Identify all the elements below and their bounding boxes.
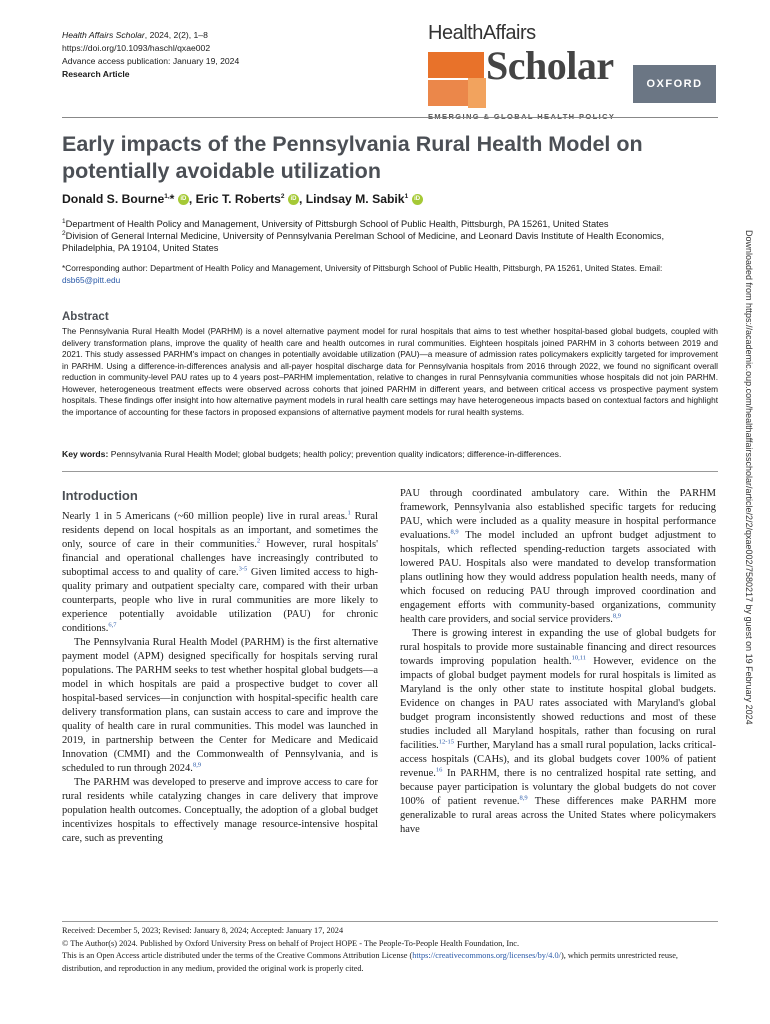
corresponding-author: *Corresponding author: Department of Health Policy and Management, University of Pittsburgh School of Public Health, Pittsburgh, PA 15261, United States. Email: dsb65@pitt.edu: [62, 263, 663, 285]
logo-block-icon: [468, 78, 486, 108]
abstract-text: The Pennsylvania Rural Health Model (PARHM) is a novel alternative payment model for rural hospitals that aims to test whether hospital-based global budgets, coupled with delivery transformation plans, improve the quality of health care and health outcomes in rural communities. Eighteen hospitals joined PARHM in 3 cohorts between 2019 and 2021. This study assessed PARHM's impact on changes in potentially avoidable utilization (PAU)—a measure of admission rates policymakers explicitly targeted for improvement in PARHM. Using a difference-in-differences analysis and all-payer hospital discharge data for Pennsylvania hospitals from 2016 through 2022, we found no significant overall reduction in community-level PAU rates up to 4 years post–PARHM implementation, relative to changes in rural Pennsylvania communities whose hospitals did not join PARHM. However, heterogeneous treatment effects were observed across cohorts that joined PARHM in different years, and between critical access vs prospective payment system hospitals. These findings offer insight into how alternative payment models in rural health care settings may have heterogeneous impacts based on contextual factors and highlight the importance of accounting for these factors in proposed expansions of alternative payment models for rural health systems.: [62, 326, 718, 417]
logo-scholar: Scholar: [486, 43, 614, 88]
paragraph-text: Further, Maryland has a small rural population, lacks critical-access hospitals (CAHs), and its global budgets cover 100% of patient revenue.: [400, 740, 716, 779]
citation-ref[interactable]: 8,9: [519, 794, 528, 802]
abstract-divider: [62, 471, 718, 472]
citation-ref[interactable]: 8,9: [192, 761, 202, 769]
affiliation-2: $^2$Division of General Internal Medicine, University of Pennsylvania Perelman School of Medicine, and Leonard Davis Institute of Health Economics, Philadelphia, PA 19104, United States: [62, 229, 665, 253]
citation-ref[interactable]: 12-15: [438, 738, 454, 746]
author-list: Donald S. Bourne$^{1,}$* iD , Eric T. Roberts$^2$ iD , Lindsay M. Sabik$^1$ iD: [62, 192, 423, 206]
introduction-heading: Introduction: [62, 488, 138, 503]
article-type: Research Article: [62, 69, 130, 79]
citation-ref[interactable]: 8,9: [450, 528, 459, 536]
body-column-left: [62, 510, 378, 846]
paragraph-text: However, rural hospitals' financial and operational challenges have increasingly contributed to suboptimal access to and quality of care.: [62, 539, 378, 578]
citation-ref[interactable]: 1: [347, 509, 351, 517]
logo-block-icon: [428, 52, 484, 78]
citation-ref[interactable]: 16: [435, 766, 443, 774]
logo-health-affairs: HealthAffairs: [428, 22, 536, 44]
orcid-icon[interactable]: iD: [178, 194, 189, 205]
paragraph: [400, 627, 716, 837]
journal-line: Health Affairs Scholar, 2024, 2(2), 1–8: [62, 30, 208, 40]
paragraph-text: In PARHM, there is no centralized hospital rate setting, and because payer participation is voluntary the global budgets do not cover 100% of patient revenue.: [400, 768, 716, 807]
abstract-heading: Abstract: [62, 311, 109, 323]
header-divider: [62, 117, 718, 118]
article-title: Early impacts of the Pennsylvania Rural Health Model on potentially avoidable utilization: [62, 132, 643, 183]
paragraph-text: The Pennsylvania Rural Health Model (PARHM) is the first alternative payment model (APM) designed specifically for hospitals serving rural populations. The PARHM seeks to test whether hospital global budgets—a model in which hospitals are paid a prospective budget to cover all hospital-based services—in conjunction with hospital-specific health care delivery transformation plans, can sustain access to care and improve the quality of health care in rural communities. This model was launched in 2019, in partnership between the Center for Medicare and Medicaid Innovation (CMMI) and the Commonwealth of Pennsylvania, and is scheduled to run through 2024.: [62, 637, 378, 774]
paragraph: [400, 487, 716, 627]
license-link[interactable]: https://creativecommons.org/licenses/by/4.0/: [412, 951, 561, 960]
citation-ref[interactable]: 10,11: [571, 654, 587, 662]
paragraph-text: Given limited access to high-quality primary and outpatient specialty care, compared with their urban counterparts, people who live in rural communities are more likely to experience potentially avoidable utilization (PAU) for chronic conditions.: [62, 567, 378, 634]
affiliations: [62, 218, 718, 254]
paragraph-text: Nearly 1 in 5 Americans (~60 million people) live in rural areas.: [62, 511, 348, 522]
license-text: This is an Open Access article distributed under the terms of the Creative Commons Attribution License (https://creativecommons.org/licenses/by/4.0/), which permits unrestricted reuse, distribution, and reproduction in any medium, provided the original work is properly cited.: [62, 951, 678, 973]
received-dates: Received: December 5, 2023; Revised: January 8, 2024; Accepted: January 17, 2024: [62, 926, 344, 935]
orcid-icon[interactable]: iD: [412, 194, 423, 205]
copyright: © The Author(s) 2024. Published by Oxford University Press on behalf of Project HOPE - The People-To-People Health Foundation, Inc.: [62, 938, 520, 948]
footer-divider: [62, 921, 718, 922]
article-footer: [62, 925, 718, 975]
paragraph: The PARHM was developed to preserve and improve access to care for rural residents while catalyzing changes in care delivery that improve population health outcomes. Conceptually, the adoption of a global budget incentivizes hospitals to effectively manage resource-intensive hospital care, such as preventing: [62, 777, 378, 844]
citation-ref[interactable]: 8,9: [612, 612, 621, 620]
affiliation-1: $^1$Department of Health Policy and Management, University of Pittsburgh School of Public Health, Pittsburgh, PA 15261, United States: [62, 217, 609, 229]
paragraph-text: Rural residents depend on local hospitals as an important, and sometimes the only, source of care in their communities.: [62, 511, 379, 550]
orcid-icon[interactable]: iD: [288, 194, 299, 205]
citation-ref[interactable]: 2: [256, 537, 261, 545]
paragraph-text: There is growing interest in expanding the use of global budgets for rural hospitals to provide more sustainable financing and direct resources towards improving population health.: [400, 628, 716, 667]
email-link[interactable]: dsb65@pitt.edu: [62, 275, 121, 285]
citation-ref[interactable]: 6,7: [108, 621, 117, 629]
citation-ref[interactable]: 3-5: [238, 565, 248, 573]
publisher-logo: OXFORD: [633, 65, 716, 103]
author-name[interactable]: , Lindsay M. Sabik: [298, 192, 405, 206]
paragraph: [62, 510, 378, 636]
download-watermark: Downloaded from https://academic.oup.com/healthaffairsscholar/article/2/2/qxae002/7580217 by guest on 19 February 2024: [744, 230, 754, 725]
author-name[interactable]: Donald S. Bourne: [62, 192, 165, 206]
body-column-right: [400, 487, 716, 837]
paragraph-text: These differences make PARHM more generalizable to rural areas across the United States where policymakers have: [400, 796, 716, 835]
paragraph: [62, 636, 378, 776]
doi-link[interactable]: https://doi.org/10.1093/haschl/qxae002: [62, 43, 211, 53]
author-name[interactable]: , Eric T. Roberts: [188, 192, 281, 206]
advance-access-date: Advance access publication: January 19, 2024: [62, 56, 240, 66]
paragraph-text: However, evidence on the impacts of global budget payment models for rural hospitals is limited as Maryland is the only other state to institute hospital global budgets. Evidence on changes in PAU rates associated with Maryland's global budget program inconsistently showed reductions and most of these studies included all Maryland hospitals, rather than focusing on rural facilities.: [400, 656, 716, 751]
article-meta: [62, 29, 239, 81]
paragraph-text: The model included an upfront budget adjustment to hospitals, which reflected spending-reduction targets associated with lowered PAU. Hospitals also were mandated to develop transformation plans outlining how they would address population health needs, many of which focused on reducing PAU through improved coordination and engagement efforts with community-based organizations, community health care providers, and social service providers.: [400, 530, 716, 625]
keywords: Key words: Pennsylvania Rural Health Model; global budgets; health policy; prevention quality indicators; difference-in-differences.: [62, 449, 562, 459]
paragraph-text: PAU through coordinated ambulatory care. Within the PARHM framework, Pennsylvania also established specific targets for reducing PAU, which were included as a quality measure in hospital performance evaluations.: [400, 488, 716, 541]
